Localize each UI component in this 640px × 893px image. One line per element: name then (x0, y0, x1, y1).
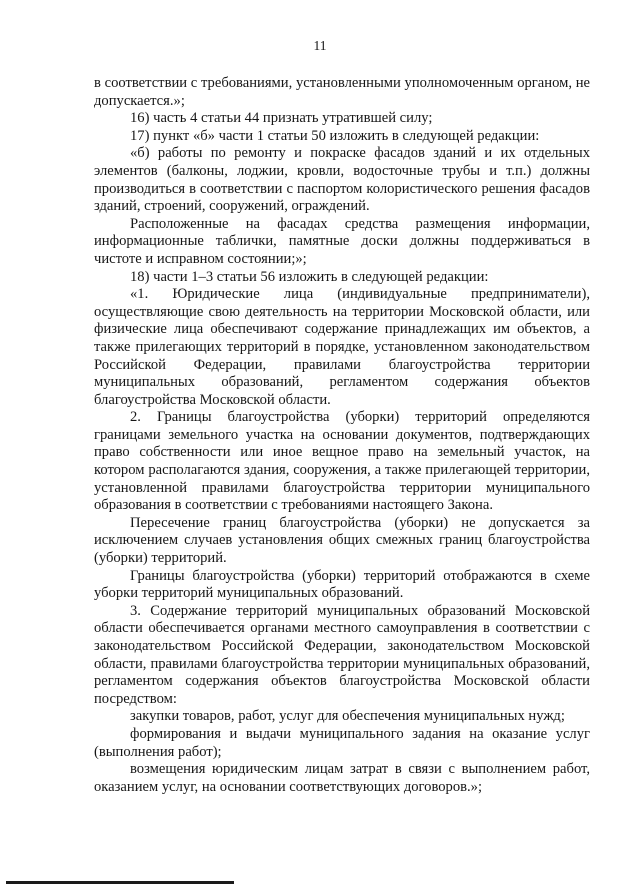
paragraph-part-2: 2. Границы благоустройства (уборки) территорий определяются границами земельного участка на основании документов, подтверждающих право собственности или иное вещное право на земельный участок, на котором располагаются здания, сооружения, а также прилегающей территории, установленной правилами благоустройства территории муниципального образования в соответствии с требованиями настоящего Закона. (94, 409, 590, 514)
footer-rule (6, 881, 234, 884)
list-item-municipal-task: формирования и выдачи муниципального задания на оказание услуг (выполнения работ); (94, 725, 590, 760)
list-item-cost-reimbursement: возмещения юридическим лицам затрат в связи с выполнением работ, оказанием услуг, на основании соответствующих договоров.»; (94, 761, 590, 795)
page-number: 11 (313, 38, 327, 53)
paragraph-boundary-scheme: Границы благоустройства (уборки) территорий отображаются в схеме уборки территорий муниципальных образований. (94, 567, 590, 602)
paragraph-part-1: «1. Юридические лица (индивидуальные предприниматели), осуществляющие свою деятельность на территории Московской области, или физические лица обеспечивают содержание принадлежащих им объектов, а также прилегающих территорий в порядке, установленном законодательством Российской Федерации, правилами благоустройства территории муниципальных образований, регламентом содержания объектов благоустройства Московской области. (94, 286, 590, 408)
paragraph-item-18: 18) части 1–3 статьи 56 изложить в следующей редакции: (130, 268, 489, 285)
paragraph-item-17: 17) пункт «б» части 1 статьи 50 изложить в следующей редакции: (130, 127, 540, 144)
document-body (94, 75, 590, 796)
paragraph-facade-works: «б) работы по ремонту и покраске фасадов зданий и их отдельных элементов (балконы, лоджии, кровли, водосточные трубы и т.п.) должны производиться в соответствии с паспортом колористического решения фасадов зданий, строений, сооружений, ограждений. (94, 145, 590, 215)
paragraph-boundary-intersection: Пересечение границ благоустройства (уборки) не допускается за исключением случаев установления общих смежных границ благоустройства (уборки) территорий. (94, 514, 590, 567)
paragraph-part-3: 3. Содержание территорий муниципальных образований Московской области обеспечивается органами местного самоуправления в соответствии с законодательством Российской Федерации, законодательством Московской области, правилами благоустройства территории муниципальных образований, регламентом содержания объектов благоустройства Московской области посредством: (94, 602, 590, 707)
paragraph-information-means: Расположенные на фасадах средства размещения информации, информационные таблички, памятные доски должны поддерживаться в чистоте и исправном состоянии;»; (94, 215, 590, 267)
list-item-procurement: закупки товаров, работ, услуг для обеспечения муниципальных нужд; (130, 708, 565, 725)
paragraph-item-16: 16) часть 4 статьи 44 признать утратившей силу; (130, 110, 433, 127)
paragraph-continuation: в соответствии с требованиями, установленными уполномоченным органом, не допускается.»; (94, 75, 590, 109)
